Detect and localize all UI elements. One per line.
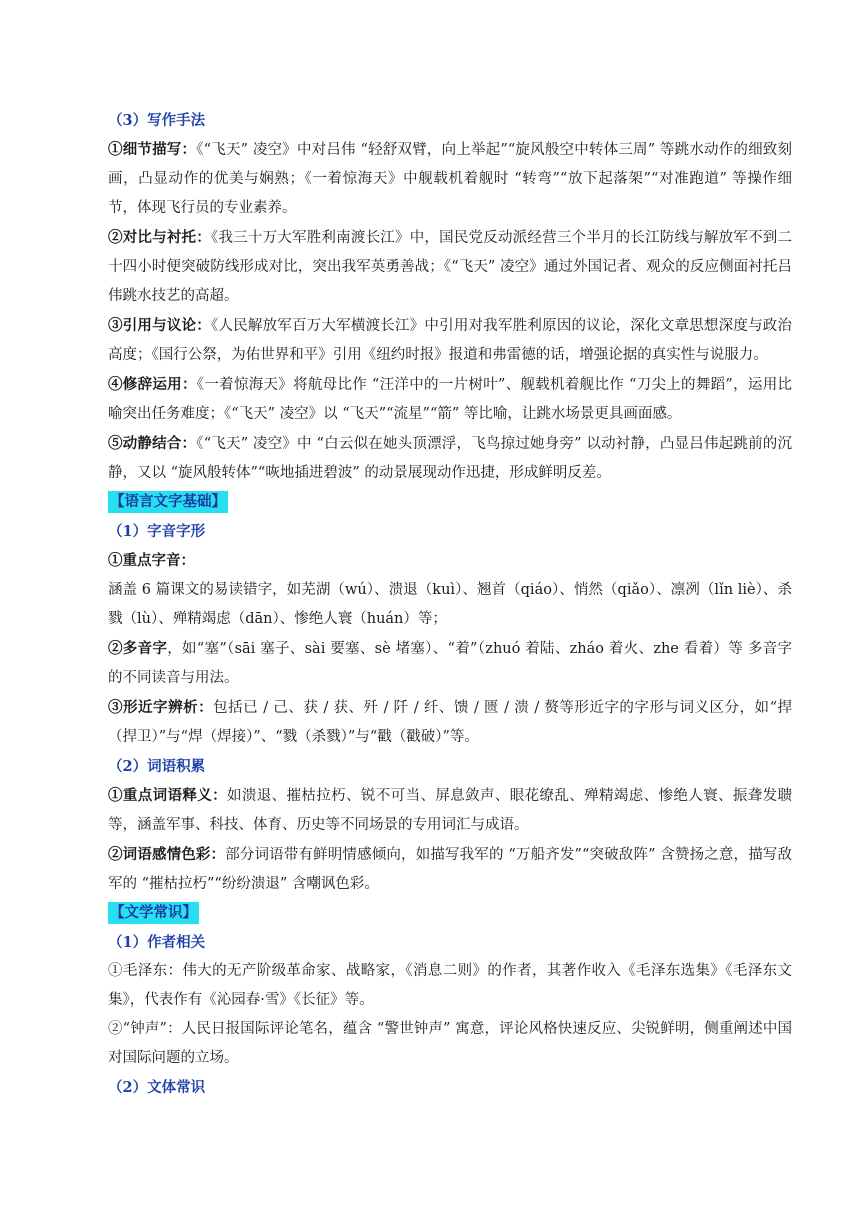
paragraph-text: 如溃退、摧枯拉朽、锐不可当、屏息敛声、眼花缭乱、殚精竭虑、惨绝人寰、振聋发聩等，涵盖军事、科技、体育、历史等不同场景的专用词汇与成语。 — [108, 788, 793, 833]
paragraph-author-zhongsheng: ②“钟声”：人民日报国际评论笔名，蕴含 “警世钟声” 寓意，评论风格快速反应、尖锐鲜明，侧重阐述中国对国际问题的立场。 — [108, 1021, 792, 1066]
paragraph-text: 部分词语带有鲜明情感倾向，如描写我军的 “万船齐发”“突破敌阵” 含赞扬之意，描写敌军的 “摧枯拉朽”“纷纷溃退” 含嘲讽色彩。 — [108, 847, 792, 892]
paragraph-author-mao: ①毛泽东：伟大的无产阶级革命家、战略家，《消息二则》的作者，其著作收入《毛泽东选集》《毛泽东文集》，代表作有《沁园春·雪》《长征》等。 — [108, 963, 792, 1008]
paragraph-detail-description — [80, 135, 792, 223]
subsection-title-pronunciation: （1）字音字形 — [108, 523, 206, 540]
paragraph-lead: ③形近字辨析： — [108, 699, 214, 716]
paragraph-text: 《我三十万大军胜利南渡长江》中，国民党反动派经营三个半月的长江防线与解放军不到二十四小时便突破防线形成对比，突出我军英勇善战；《“飞天” 凌空》通过外国记者、观众的反应侧面衬托吕伟跳水技艺的高超。 — [108, 230, 792, 304]
section-title-writing-techniques: （3）写作手法 — [108, 112, 206, 129]
section-header-literature: 【文学常识】 — [108, 902, 199, 924]
paragraph-key-pronunciation: 涵盖 6 篇课文的易读错字，如芜湖（wú）、溃退（kuì）、翘首（qiáo）、悄然（qiǎo）、凛冽（lǐn liè）、杀戮（lù）、殚精竭虑（dān）、惨绝人寰（huán）等； — [108, 582, 792, 627]
paragraph-key-pronunciation-lead — [80, 546, 792, 576]
paragraph-word-sentiment — [80, 840, 792, 899]
paragraph-lead: ①细节描写： — [108, 141, 197, 158]
paragraph-lead: ②词语感情色彩： — [108, 846, 226, 863]
paragraph-polyphones — [80, 634, 792, 693]
paragraph-text: 《人民解放军百万大军横渡长江》中引用对我军胜利原因的议论，深化文章思想深度与政治高度；《国行公祭，为佑世界和平》引用《纽约时报》报道和弗雷德的话，增强论据的真实性与说服力。 — [108, 318, 792, 363]
subsection-title-authors: （1）作者相关 — [108, 934, 206, 951]
paragraph-text: 《“飞天” 凌空》中 “白云似在她头顶漂浮，飞鸟掠过她身旁” 以动衬静，凸显吕伟起跳前的沉静，又以 “旋风般转体”“咴地插进碧波” 的动景展现动作迅捷，形成鲜明反差。 — [108, 436, 793, 481]
paragraph-lead: ⑤动静结合： — [108, 435, 197, 452]
paragraph-similar-characters — [80, 693, 792, 752]
paragraph-motion-stillness — [80, 429, 792, 488]
subsection-title-genre: （2）文体常识 — [108, 1079, 206, 1096]
subsection-title-vocabulary: （2）词语积累 — [108, 758, 206, 775]
paragraph-rhetoric — [80, 370, 792, 429]
paragraph-text: 《“飞天” 凌空》中对吕伟 “轻舒双臂，向上举起”“旋风般空中转体三周” 等跳水动作的细致刻画，凸显动作的优美与娴熟；《一着惊海天》中舰载机着舰时 “转弯”“放下起落架”“对准跑道” 等操作细节，体现飞行员的专业素养。 — [108, 142, 792, 216]
paragraph-text: ，如“塞”（sāi 塞子、sài 要塞、sè 堵塞）、“着”（zhuó 着陆、zháo 着火、zhe 看着）等 多音字的不同读音与用法。 — [108, 641, 792, 686]
paragraph-text: 包括已 / 己、获 / 获、歼 / 阡 / 纤、馈 / 匮 / 溃 / 赘等形近字的字形与词义区分，如“捍（捍卫）”与“焊（焊接）”、“戮（杀戮）”与“戳（戳破）”等。 — [108, 700, 793, 745]
paragraph-lead: ①重点字音： — [108, 552, 195, 569]
document-page — [80, 106, 792, 1102]
paragraph-text: 《一着惊海天》将航母比作 “汪洋中的一片树叶”、舰载机着舰比作 “刀尖上的舞蹈”，运用比喻突出任务难度；《“飞天” 凌空》以 “飞天”“流星”“箭” 等比喻，让跳水场景更具画面感。 — [108, 377, 792, 422]
paragraph-lead: ②多音字 — [108, 640, 168, 657]
paragraph-lead: ④修辞运用： — [108, 376, 197, 393]
paragraph-lead: ②对比与衬托： — [108, 229, 211, 246]
section-header-language-basics: 【语言文字基础】 — [108, 491, 228, 513]
paragraph-quotation — [80, 311, 792, 370]
paragraph-contrast — [80, 223, 792, 311]
paragraph-word-meanings — [80, 781, 792, 840]
paragraph-lead: ③引用与议论： — [108, 317, 211, 334]
paragraph-lead: ①重点词语释义： — [108, 787, 228, 804]
